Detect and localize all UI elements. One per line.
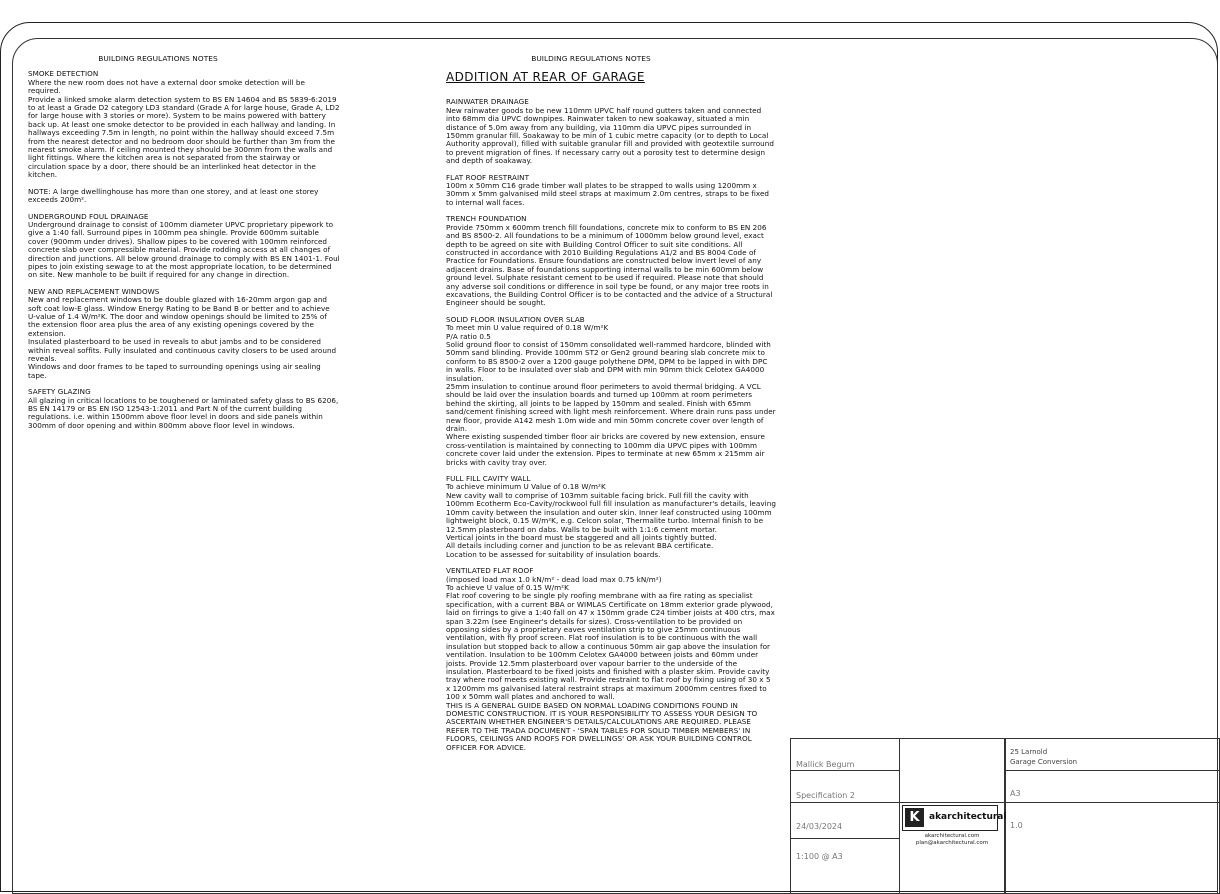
- section-body: [28, 221, 340, 280]
- section-paragraph: (imposed load max 1.0 kN/m² - dead load max 0.75 kN/m²): [446, 574, 662, 584]
- title-block-right-row-2: [1004, 770, 1220, 803]
- section-paragraph: 100m x 50mm C16 grade timber wall plates to be strapped to walls using 1200mm x 30mm x 5mm galvanised mild steel straps at maximum 2.0m centres, straps to be fixed to internal wall faces.: [446, 181, 770, 207]
- section-title: FLAT ROOF RESTRAINT: [446, 172, 530, 182]
- page-title: ADDITION AT REAR OF GARAGE: [446, 70, 645, 85]
- left-column-header: BUILDING REGULATIONS NOTES: [98, 54, 218, 63]
- company-contact: [906, 833, 998, 846]
- section-paragraph: THIS IS A GENERAL GUIDE BASED ON NORMAL LOADING CONDITIONS FOUND IN DOMESTIC CONSTRUCTION. IT IS YOUR RESPONSIBILITY TO ASSESS YOUR DESIGN TO ASCERTAIN WHETHER ENGINEER'S DETAILS/CALCULATIONS ARE REQUIRED. PLEASE REFER TO THE TRADA DOCUMENT - 'SPAN TABLES FOR SOLID TIMBER MEMBERS' IN FLOORS, CEILINGS AND ROOFS FOR DWELLINGS' OR ASK YOUR BUILDING CONTROL OFFICER FOR ADVICE.: [446, 700, 758, 752]
- company-logo: [902, 805, 1007, 831]
- right-column-header: BUILDING REGULATIONS NOTES: [531, 54, 651, 63]
- right-sections: [446, 98, 776, 752]
- section-body: [28, 397, 340, 431]
- right-notes-column: [446, 55, 776, 760]
- section-paragraph: New rainwater goods to be new 110mm UPVC half round gutters taken and connected into 68mm dia UPVC downpipes. Rainwater taken to new soakaway, situated a min distance of 5.0m away from any building, via 110mm dia UPVC pipes surrounded in 150mm granular fill. Soakaway to be min of 1 cubic metre capacity (or to depth to Local Authority approval), filled with suitable granular fill and provided with geotextile surround to prevent migration of fines. If necessary carry out a porosity test to determine design and depth of soakaway.: [446, 105, 774, 166]
- section-title: FULL FILL CAVITY WALL: [446, 474, 531, 484]
- logo-text: akarchitectural: [929, 812, 1007, 822]
- section-paragraph: Underground drainage to consist of 100mm diameter UPVC proprietary pipework to give a 1:40 fall. Surround pipes in 100mm pea shingle. Provide 600mm suitable cover (900mm under drives). Shallow pipes to be covered with 100mm reinforced concrete slab over compressible material. Provide rodding access at all changes of direction and junctions. All below ground drainage to comply with BS EN 1401-1. Foul pipes to join existing sewage to at the most appropriate location, to be determined on site. New manhole to be built if required for any change in direction.: [28, 219, 340, 280]
- company-website: akarchitectural.com: [924, 833, 980, 839]
- section-paragraph: Provide a linked smoke alarm detection system to BS EN 14604 and BS 5839-6:2019 to at least a Grade D2 category LD3 standard (Grade A for large house, Grade A, LD2 for large house with 3 stories or more). System to be mains powered with battery back up. At least one smoke detector to be provided in each hallway and landing. In hallways exceeding 7.5m in length, no point within the hallway should exceed 7.5m from the nearest detector and no bedroom door should be further than 3m from the nearest smoke alarm. If ceiling mounted they should be 300mm from the walls and light fittings. Where the kitchen area is not separated from the stairway or circulation space by a door, there should be an interlinked heat detector in the kitchen.: [28, 94, 340, 180]
- notes-section: [446, 98, 776, 165]
- section-body: [446, 324, 776, 467]
- section-body: [446, 224, 776, 308]
- drawing-date: 24/03/2024: [796, 822, 843, 831]
- section-paragraph: Where existing suspended timber floor air bricks are covered by new extension, ensure cross-ventilation is maintained by connecting to 100mm dia UPVC pipes with 100mm concrete cover laid under the extension. Pipes to terminate at new 65mm x 215mm air bricks with cavity tray over.: [446, 432, 766, 467]
- section-title: SMOKE DETECTION: [28, 69, 99, 79]
- section-body: [28, 296, 340, 380]
- left-notes-column: [28, 55, 340, 438]
- sheet-size: A3: [1010, 789, 1021, 798]
- section-title: NEW AND REPLACEMENT WINDOWS: [28, 286, 160, 296]
- section-body: [446, 483, 776, 559]
- section-body: [28, 79, 340, 180]
- section-paragraph: 25mm insulation to continue around floor perimeters to avoid thermal bridging. A VCL should be laid over the insulation boards and turned up 100mm at room perimeters behind the skirting, all joints to be lapped by 150mm and sealed. Finish with 65mm sand/cement finishing screed with light mesh reinforcement. Where drain runs pass under new floor, provide A142 mesh 1.0m wide and min 50mm concrete cover over length of drain.: [446, 382, 776, 434]
- company-email: plan@akarchitectural.com: [915, 839, 989, 846]
- notes-section: [446, 215, 776, 307]
- section-paragraph: All details including corner and junction to be as relevant BBA certificate.: [446, 541, 714, 551]
- section-title: SOLID FLOOR INSULATION OVER SLAB: [446, 314, 585, 324]
- project-address-line2: Garage Conversion: [1010, 758, 1078, 766]
- notes-section: [446, 174, 776, 208]
- left-sections: [28, 70, 340, 430]
- section-body: [446, 182, 776, 207]
- section-body: [446, 107, 776, 166]
- section-title: RAINWATER DRAINAGE: [446, 97, 529, 107]
- section-title: UNDERGROUND FOUL DRAINAGE: [28, 211, 149, 221]
- section-body: [28, 188, 340, 205]
- section-paragraph: P/A ratio 0.5: [446, 331, 491, 341]
- notes-section: [446, 316, 776, 467]
- title-block-left-row-3: [790, 802, 900, 839]
- section-body: [446, 576, 776, 753]
- client-name: Mallick Begum: [796, 760, 855, 769]
- logo-mark-icon: K: [905, 808, 924, 827]
- section-paragraph: New and replacement windows to be double glazed with 16-20mm argon gap and soft coat low-E glass. Window Energy Rating to be Band B or better and to achieve U-value of 1.4 W/m²K. The door and window openings should be limited to 25% of the extension floor area plus the area of any existing openings covered by the extension.: [28, 295, 330, 338]
- section-paragraph: Vertical joints in the board must be staggered and all joints tightly butted.: [446, 532, 717, 542]
- section-paragraph: Windows and door frames to be taped to surrounding openings using air sealing tape.: [28, 362, 321, 380]
- section-paragraph: NOTE: A large dwellinghouse has more than one storey, and at least one storey exceeds 200m².: [28, 186, 319, 205]
- section-title: SAFETY GLAZING: [28, 387, 91, 397]
- title-block-left-row-4: [790, 838, 900, 894]
- section-paragraph: To achieve U value of 0.15 W/m²K: [446, 582, 569, 592]
- section-title: TRENCH FOUNDATION: [446, 214, 527, 224]
- section-paragraph: All glazing in critical locations to be toughened or laminated safety glass to BS 6206, BS EN 14179 or BS EN ISO 12543-1:2011 and Part N of the current building regulations. i.e. within 1500mm above floor level in doors and side panels within 300mm of door opening and within 800mm above floor level in windows.: [28, 395, 339, 430]
- project-address-line1: 25 Larnold: [1010, 748, 1048, 756]
- notes-section: [28, 213, 340, 280]
- revision-number: 1.0: [1010, 821, 1023, 830]
- section-paragraph: Provide 750mm x 600mm trench fill foundations, concrete mix to conform to BS EN 206 and BS 8500-2. All foundations to be a minimum of 1000mm below ground level, exact depth to be agreed on site with Building Control Officer to suit site conditions. All constructed in accordance with 2010 Building Regulations A1/2 and BS 8004 Code of Practice for Foundations. Ensure foundations are constructed below invert level of any adjacent drains. Base of foundations supporting internal walls to be min 600mm below ground level. Sulphate resistant cement to be used if required. Please note that should any adverse soil conditions or difference in soil type be found, or any major tree roots in excavations, the Building Control Officer is to be contacted and the advice of a Structural Engineer should be sought.: [446, 222, 773, 308]
- notes-section: [446, 475, 776, 559]
- section-paragraph: Flat roof covering to be single ply roofing membrane with aa fire rating as specialist specification, with a current BBA or WIMLAS Certificate on 18mm exterior grade plywood, laid on firrings to give a 1:40 fall on 47 x 150mm grade C24 timber joists at 400 ctrs, max span 3.22m (see Engineer's details for sizes). Cross-ventilation to be provided on opposing sides by a proprietary eaves ventilation strip to give 25mm continuous ventilation, with fly proof screen. Flat roof insulation is to be continuous with the wall insulation but stopped back to allow a continuous 50mm air gap above the insulation for ventilation. Insulation to be 100mm Celotex GA4000 between joists and 60mm under joists. Provide 12.5mm plasterboard over vapour barrier to the underside of the insulation. Plasterboard to be fixed joists and finished with a plaster skim. Provide cavity tray where roof meets existing wall. Provide restraint to flat roof by fixing using of 30 x 5 x 1200mm ms galvanised lateral restraint straps at maximum 2000mm centres fixed to 100 x 50mm wall plates and anchored to wall.: [446, 591, 775, 702]
- notes-section: [446, 567, 776, 752]
- drawing-scale: 1:100 @ A3: [796, 852, 843, 861]
- notes-section: [28, 388, 340, 430]
- section-paragraph: New cavity wall to comprise of 103mm suitable facing brick. Full fill the cavity with 100mm Ecotherm Eco-Cavity/rockwool full fill insulation as manufacturer's details, leaving 10mm cavity between the insulation and outer skin. Inner leaf constructed using 100mm lightweight block, 0.15 W/m²K, e.g. Celcon solar, Thermalite turbo. Internal finish to be 12.5mm plasterboard on dabs. Walls to be built with 1:1:6 cement mortar.: [446, 490, 776, 534]
- section-paragraph: Location to be assessed for suitability of insulation boards.: [446, 549, 661, 559]
- section-paragraph: To achieve minimum U Value of 0.18 W/m²K: [446, 482, 606, 492]
- section-paragraph: Where the new room does not have a external door smoke detection will be required.: [28, 77, 305, 96]
- drawing-title: Specification 2: [796, 791, 855, 800]
- section-paragraph: To meet min U value required of 0.18 W/m²K: [446, 323, 609, 333]
- notes-section: [28, 288, 340, 380]
- section-paragraph: Solid ground floor to consist of 150mm consolidated well-rammed hardcore, blinded with 50mm sand blinding. Provide 100mm ST2 or Gen2 ground bearing slab concrete mix to conform to BS 8500-2 over a 1200 gauge polythene DPM, DPM to be lapped in with DPC in walls. Floor to be insulated over slab and DPM with min 90mm thick Celotex GA4000 insulation.: [446, 339, 771, 383]
- notes-section: [28, 70, 340, 179]
- notes-section: [28, 188, 340, 205]
- section-paragraph: Insulated plasterboard to be used in reveals to abut jambs and to be considered within reveal soffits. Fully insulated and continuous cavity closers to be used around reveals.: [28, 337, 337, 363]
- section-title: VENTILATED FLAT ROOF: [446, 566, 534, 576]
